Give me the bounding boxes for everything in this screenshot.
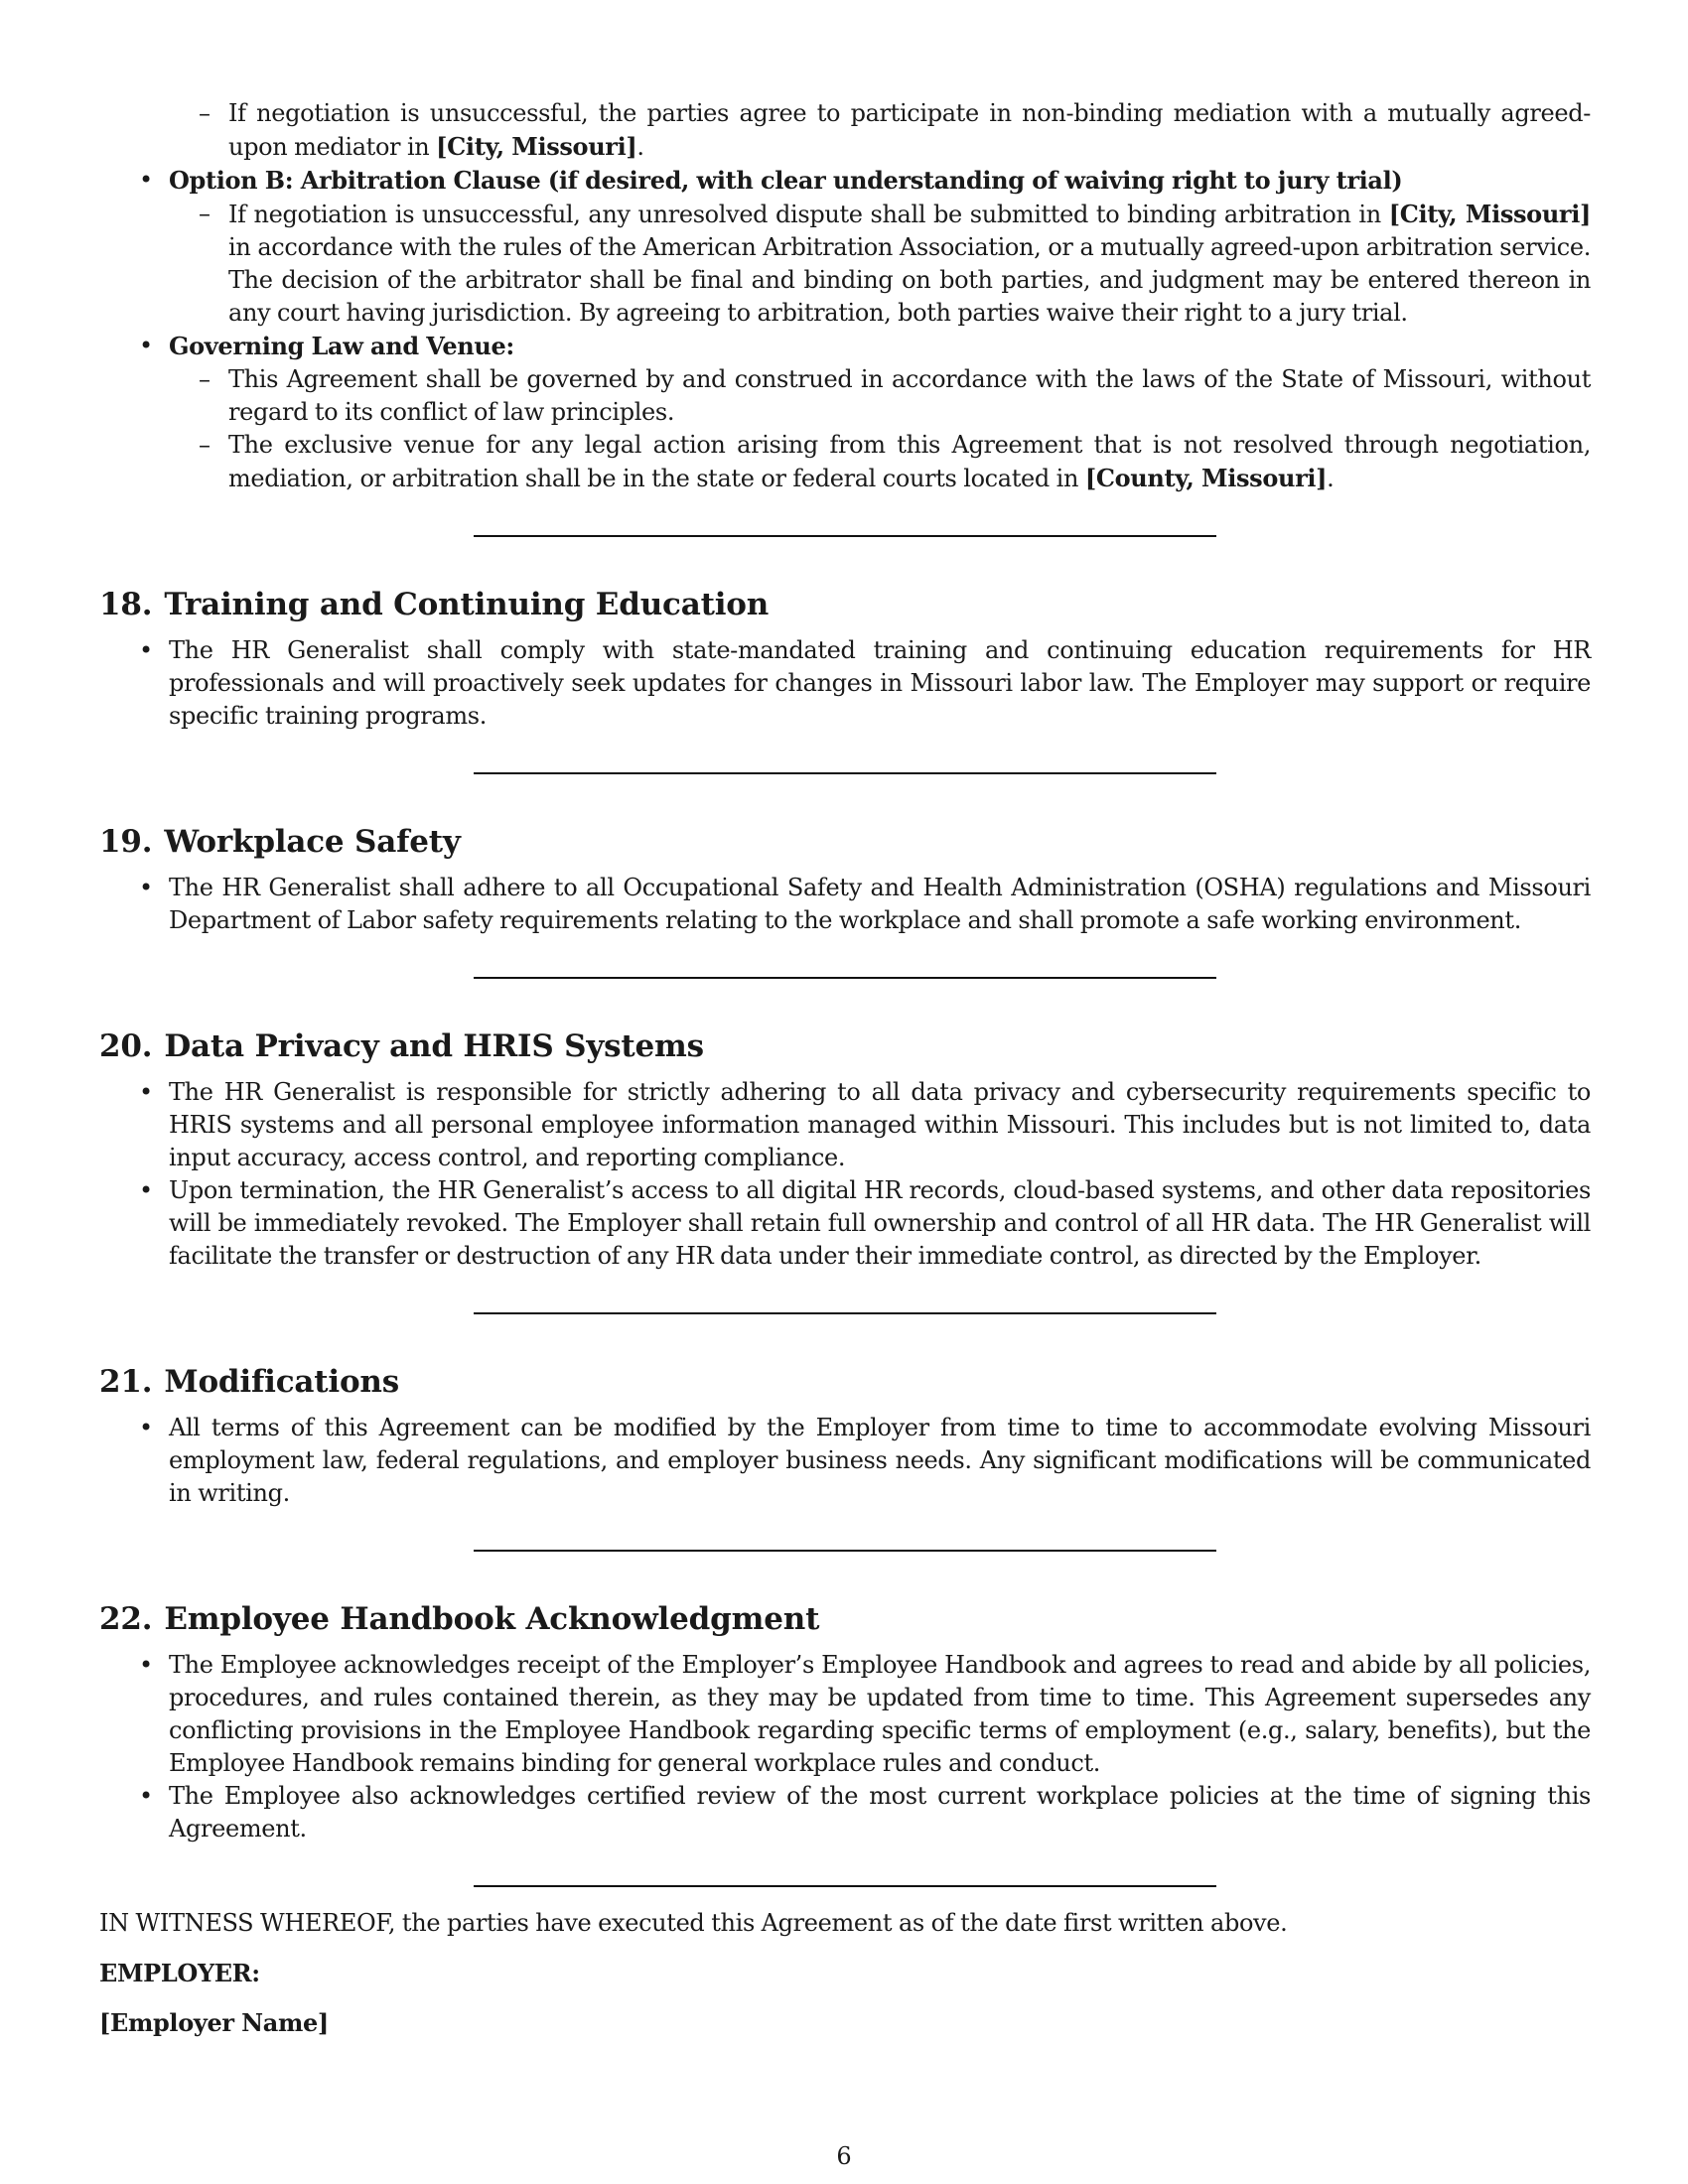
- governing-law-sublist: [169, 363, 1591, 495]
- section-divider: [474, 535, 1216, 537]
- section-20-list: [99, 1076, 1591, 1273]
- section-22-bullet: • The Employee acknowledges receipt of the Employer’s Employee Handbook and agrees to read and abide by all policies, procedures, and rules contained therein, as they may be updated from time to time. This Agreement supersedes any conflicting provisions in the Employee Handbook regarding specific terms of employment (e.g., salary, benefits), but the Employee Handbook remains binding for general workplace rules and conduct.: [169, 1649, 1591, 1780]
- section-title: Workplace Safety: [164, 824, 461, 860]
- section-22-list: [99, 1649, 1591, 1845]
- arbitration-clause: [228, 198, 1591, 330]
- section-number: 22.: [99, 1601, 153, 1637]
- section-21-heading: [99, 1362, 1591, 1402]
- section-title: Data Privacy and HRIS Systems: [164, 1028, 704, 1064]
- arbitration-city-placeholder: [City, Missouri]: [1388, 200, 1592, 228]
- section-title: Employee Handbook Acknowledgment: [164, 1601, 820, 1637]
- governing-law-title: Governing Law and Venue:: [169, 332, 514, 360]
- section-20-heading: [99, 1026, 1591, 1066]
- arbitration-text-end: in accordance with the rules of the American Arbitration Association, or a mutually agreed-upon arbitration service. The decision of the arbitrator shall be final and binding on both parties, and judgment may be entered thereon in any court having jurisdiction. By agreeing to arbitration, both parties waive their right to a jury trial.: [228, 233, 1591, 327]
- section-divider: [474, 772, 1216, 774]
- section-20-bullet: • The HR Generalist is responsible for strictly adhering to all data privacy and cybersecurity requirements specific to HRIS systems and all personal employee information managed within Missouri. This includes but is not limited to, data input accuracy, access control, and reporting compliance.: [169, 1076, 1591, 1174]
- arbitration-text: If negotiation is unsuccessful, any unresolved dispute shall be submitted to binding arbitration in: [228, 201, 1389, 228]
- employer-label: EMPLOYER:: [99, 1959, 260, 1987]
- section-title: Training and Continuing Education: [164, 587, 770, 622]
- option-b-item: [169, 164, 1591, 330]
- section-19-bullet: • The HR Generalist shall adhere to all Occupational Safety and Health Administration (OSHA) regulations and Missouri Department of Labor safety requirements relating to the workplace and shall promote a safe working environment.: [169, 872, 1591, 937]
- section-22-heading: [99, 1599, 1591, 1639]
- section-18-bullet: • The HR Generalist shall comply with state-mandated training and continuing education requirements for HR professionals and will proactively seek updates for changes in Missouri labor law. The Employer may support or require specific training programs.: [169, 634, 1591, 733]
- arbitration-sublist: [169, 198, 1591, 330]
- section-21-bullet: • All terms of this Agreement can be modified by the Employer from time to time to accommodate evolving Missouri employment law, federal regulations, and employer business needs. Any significant modifications will be communicated in writing.: [169, 1412, 1591, 1510]
- section-22-bullet: • The Employee also acknowledges certified review of the most current workplace policies at the time of signing this Agreement.: [169, 1780, 1591, 1845]
- governing-law-clause: – This Agreement shall be governed by and construed in accordance with the laws of the State of Missouri, without regard to its conflict of law principles.: [228, 363, 1591, 429]
- dispute-resolution-list: [99, 97, 1591, 164]
- section-title: Modifications: [164, 1364, 400, 1400]
- document-page: [99, 97, 1591, 2039]
- section-number: 21.: [99, 1364, 153, 1400]
- section-18-heading: [99, 585, 1591, 624]
- witness-statement: IN WITNESS WHEREOF, the parties have executed this Agreement as of the date first written above.: [99, 1909, 1288, 1937]
- mediation-clause: [228, 97, 1591, 164]
- governing-law-item: [169, 330, 1591, 495]
- section-number: 20.: [99, 1028, 153, 1064]
- option-b-title: Option B: Arbitration Clause (if desired, with clear understanding of waiving right to jury trial): [169, 166, 1403, 195]
- mediation-sublist: [169, 97, 1591, 164]
- section-number: 18.: [99, 587, 153, 622]
- page-number: 6: [836, 2142, 852, 2170]
- section-18-list: [99, 634, 1591, 733]
- section-21-list: [99, 1412, 1591, 1510]
- mediation-text: If negotiation is unsuccessful, the parties agree to participate in non-binding mediation with a mutually agreed-upon mediator in: [228, 99, 1591, 161]
- section-divider: [474, 1885, 1216, 1887]
- venue-county-placeholder: [County, Missouri]: [1084, 464, 1328, 492]
- option-a-continuation: [169, 97, 1591, 164]
- venue-text: The exclusive venue for any legal action arising from this Agreement that is not resolved through negotiation, mediation, or arbitration shall be in the state or federal courts located in: [228, 431, 1591, 492]
- employer-name-placeholder: [Employer Name]: [99, 2008, 329, 2037]
- section-19-heading: [99, 822, 1591, 862]
- venue-text-end: .: [1327, 465, 1335, 492]
- mediation-city-placeholder: [City, Missouri]: [436, 132, 637, 161]
- section-20-bullet: • Upon termination, the HR Generalist’s access to all digital HR records, cloud-based systems, and other data repositories will be immediately revoked. The Employer shall retain full ownership and control of all HR data. The HR Generalist will facilitate the transfer or destruction of any HR data under their immediate control, as directed by the Employer.: [169, 1174, 1591, 1273]
- dispute-options-list: [99, 164, 1591, 495]
- venue-clause: [228, 429, 1591, 495]
- section-divider: [474, 1312, 1216, 1314]
- section-19-list: [99, 872, 1591, 937]
- section-divider: [474, 977, 1216, 979]
- section-number: 19.: [99, 824, 153, 860]
- mediation-text-end: .: [636, 133, 644, 161]
- section-divider: [474, 1550, 1216, 1552]
